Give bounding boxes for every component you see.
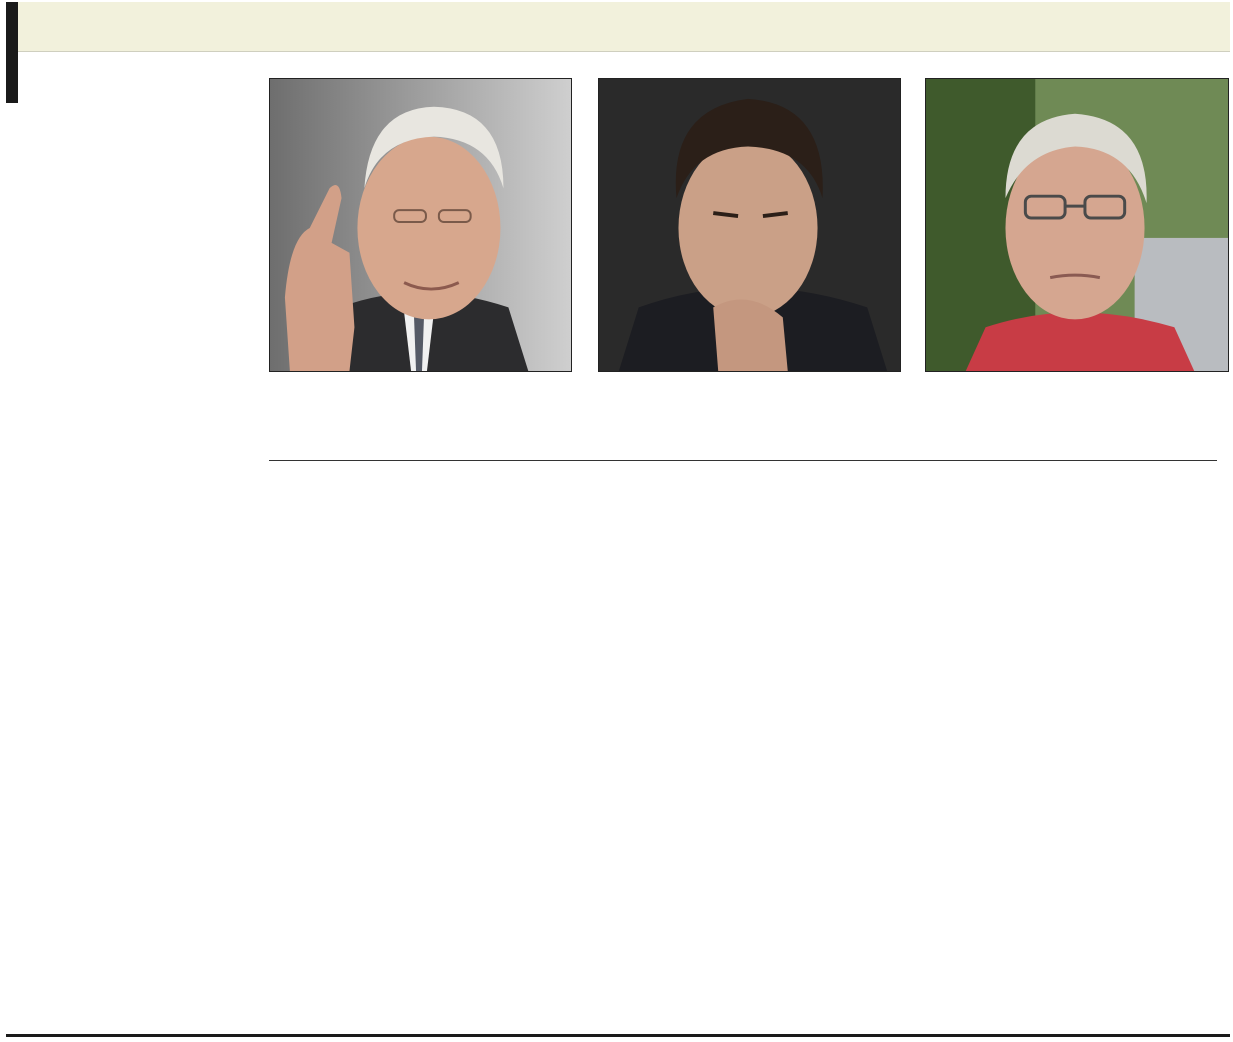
accusation-rule [269,460,1217,461]
bottom-rule [6,1034,1230,1037]
header-bar [6,2,1230,52]
photo-alexandre-curi [598,78,901,372]
photo-caption [269,379,1229,400]
header-accent-bar [6,2,18,103]
photo-nelson-justus [269,78,572,372]
photo-abib-miguel [925,78,1229,372]
